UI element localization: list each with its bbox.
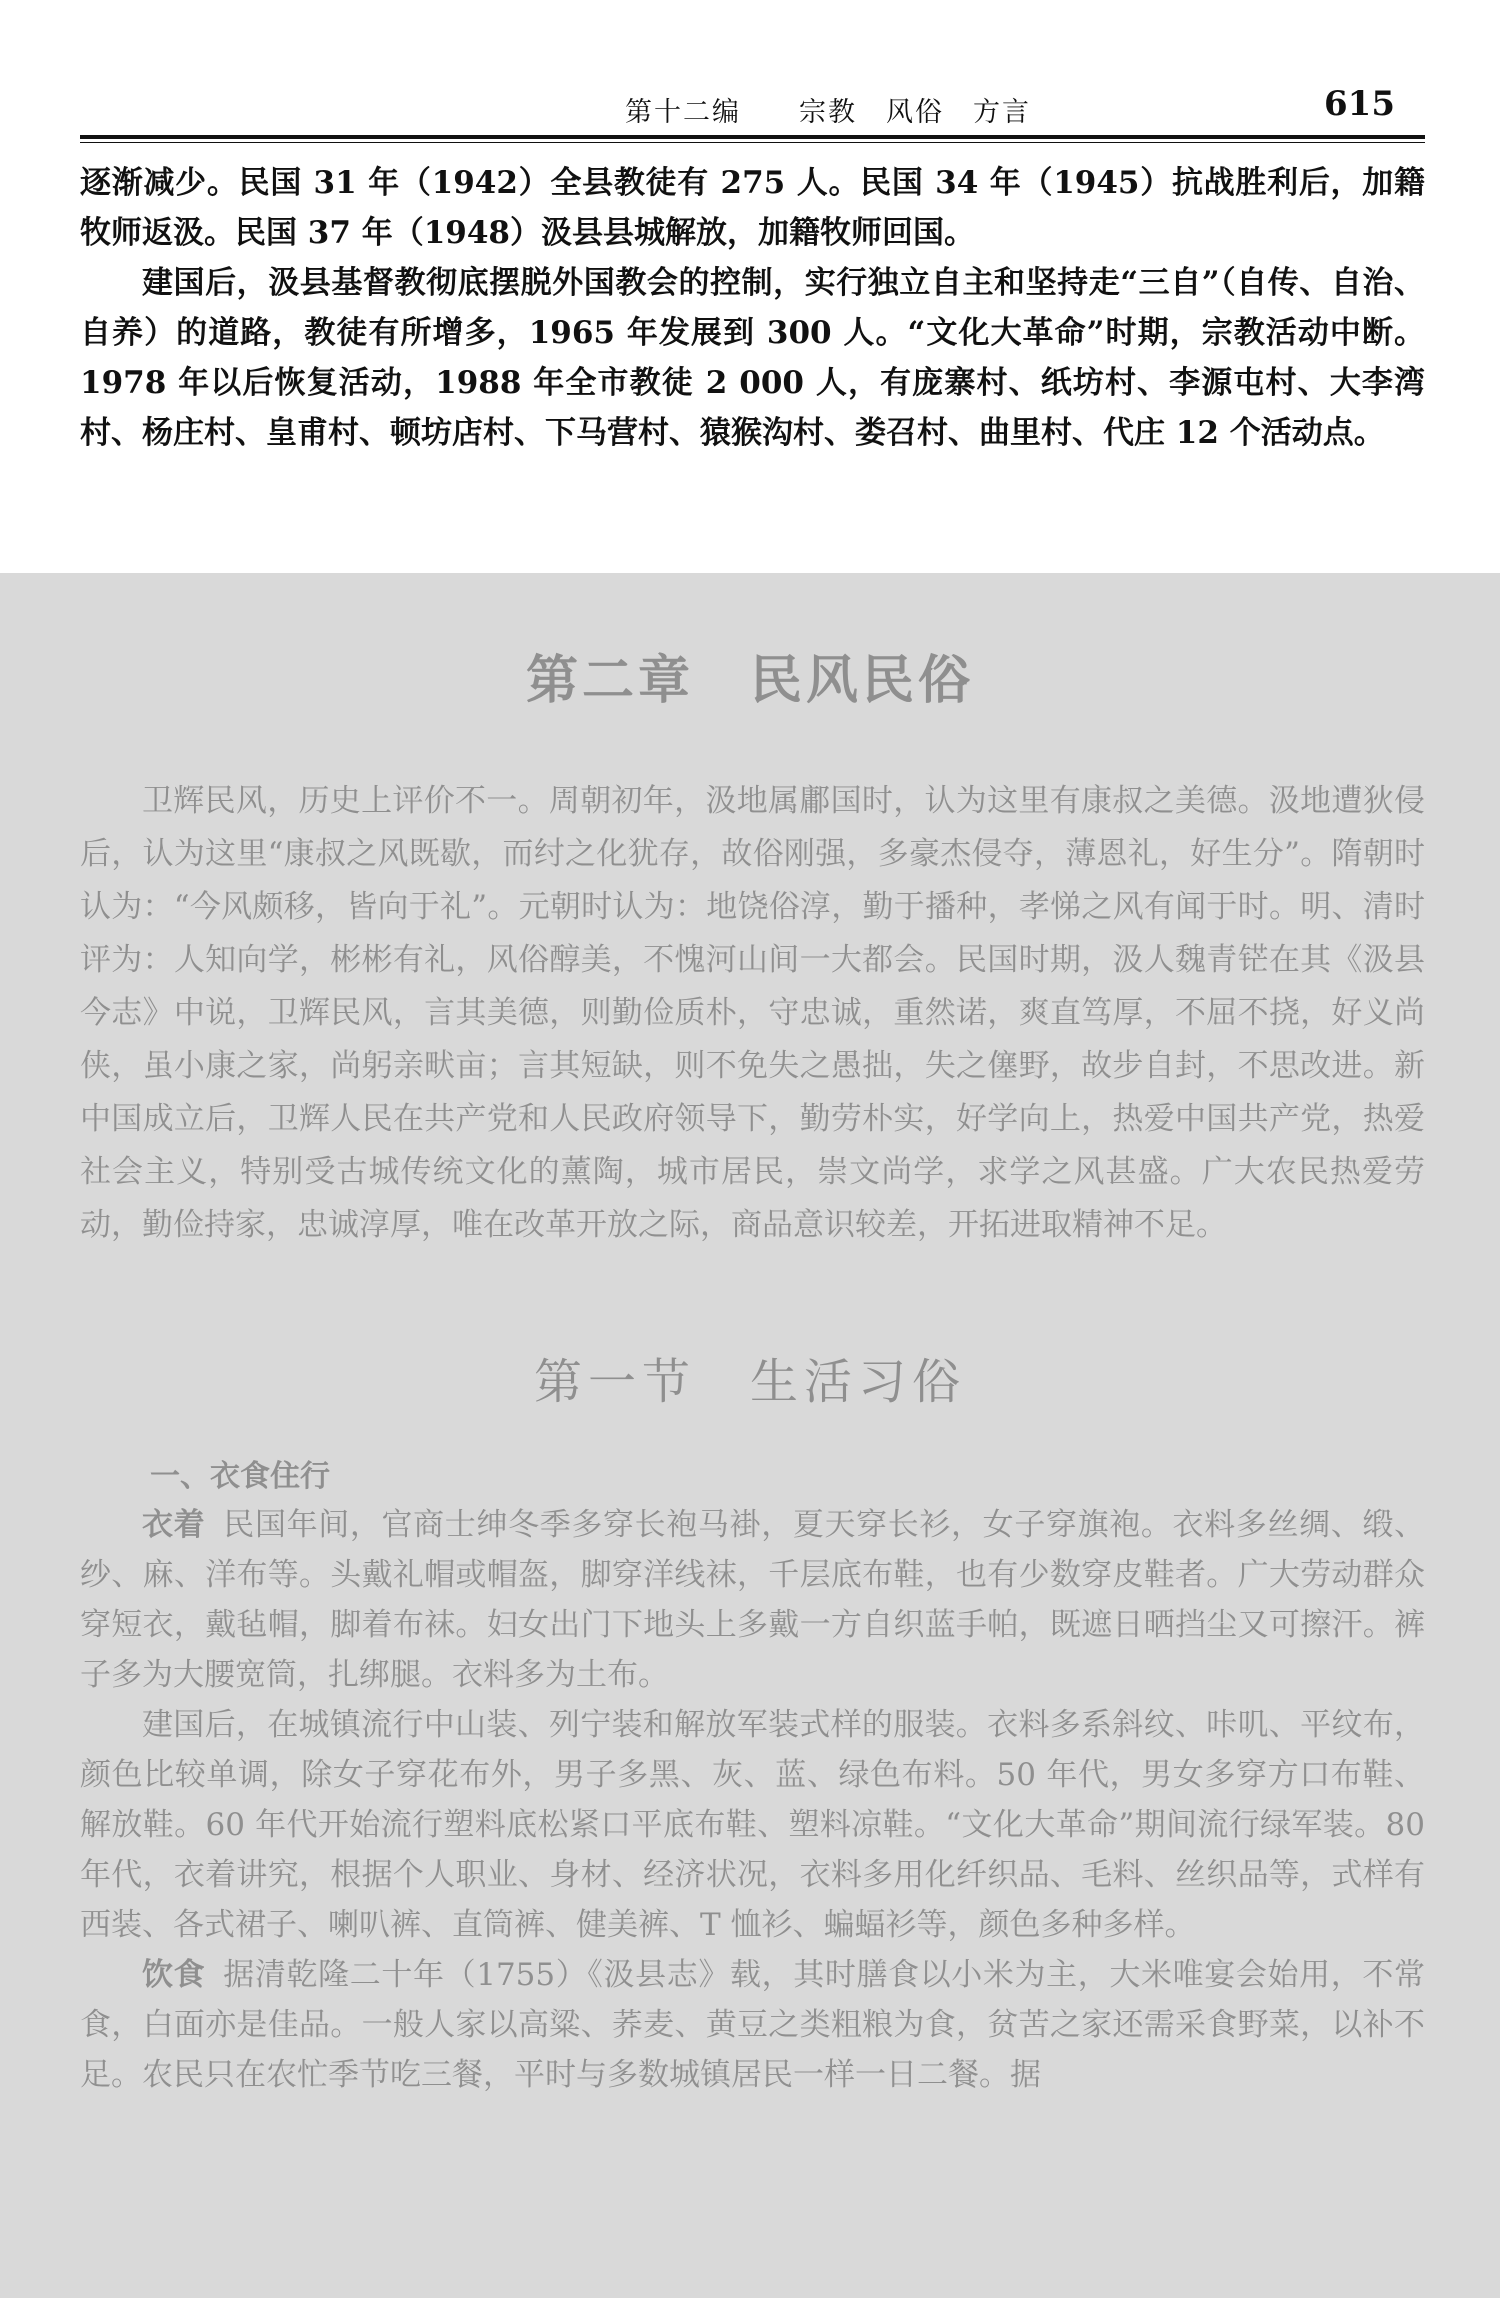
chapter-title: 第二章 民风民俗 xyxy=(525,650,974,711)
section-title: 第一节 生活习俗 xyxy=(533,1354,966,1410)
paragraph-clothing-after-1949 xyxy=(80,1700,1425,1950)
section-body xyxy=(80,1500,1425,2100)
paragraph-text: 据清乾隆二十年（1755）《汲县志》载，其时膳食以小米为主，大米唯宴会始用，不常食，白面亦是佳品。一般人家以高粱、荞麦、黄豆之类粗粮为食，贫苦之家还需采食野菜，以补不足。农民只在农忙季节吃三餐，平时与多数城镇居民一样一日二餐。据 xyxy=(80,1957,1426,2093)
header-rule-thick xyxy=(80,135,1425,139)
header-rule-thin xyxy=(80,142,1425,143)
paragraph-lead-clothing: 衣着 xyxy=(142,1507,206,1543)
chapter-intro-paragraph: 卫辉民风，历史上评价不一。周朝初年，汲地属鄘国时，认为这里有康叔之美德。汲地遭狄侵后，认为这里“康叔之风既歇，而纣之化犹存，故俗刚强，多豪杰侵夺，薄恩礼，好生分”。隋朝时认为：“今风颇移，皆向于礼”。元朝时认为：地饶俗淳，勤于播种，孝悌之风有闻于时。明、清时评为：人知向学，彬彬有礼，风俗醇美，不愧河山间一大都会。民国时期，汲人魏青铓在其《汲县今志》中说，卫辉民风，言其美德，则勤俭质朴，守忠诚，重然诺，爽直笃厚，不屈不挠，好义尚侠，虽小康之家，尚躬亲畎亩；言其短缺，则不免失之愚拙，失之僿野，故步自封，不思改进。新中国成立后，卫辉人民在共产党和人民政府领导下，勤劳朴实，好学向上，热爱中国共产党，热爱社会主义，特别受古城传统文化的薰陶，城市居民，崇文尚学，求学之风甚盛。广大农民热爱劳动，勤俭持家，忠诚淳厚，唯在改革开放之际，商品意识较差，开拓进取精神不足。 xyxy=(80,783,1425,1243)
page-number: 615 xyxy=(1324,84,1395,124)
running-header xyxy=(80,84,1425,134)
paragraph-text: 民国年间，官商士绅冬季多穿长袍马褂，夏天穿长衫，女子穿旗袍。衣料多丝绸、缎、纱、麻、洋布等。头戴礼帽或帽盔，脚穿洋线袜，千层底布鞋，也有少数穿皮鞋者。广大劳动群众穿短衣，戴毡帽，脚着布袜。妇女出门下地头上多戴一方自织蓝手帕，既遮日晒挡尘又可擦汗。裤子多为大腰宽筒，扎绑腿。衣料多为土布。 xyxy=(80,1507,1426,1693)
subheading: 一、衣食住行 xyxy=(150,1459,330,1494)
paragraph-clothing xyxy=(80,1500,1425,1700)
running-title: 第十二编 宗教 风俗 方言 xyxy=(625,97,1031,128)
paragraph-text: 建国后，在城镇流行中山装、列宁装和解放军装式样的服装。衣料多系斜纹、咔叽、平纹布，颜色比较单调，除女子穿花布外，男子多黑、灰、蓝、绿色布料。50 年代，男女多穿方口布鞋、解放鞋。60 年代开始流行塑料底松紧口平底布鞋、塑料凉鞋。“文化大革命”期间流行绿军装。80 年代，衣着讲究，根据个人职业、身材、经济状况，衣料多用化纤织品、毛料、丝织品等，式样有西装、各式裙子、喇叭裤、直筒裤、健美裤、T 恤衫、蝙蝠衫等，颜色多种多样。 xyxy=(80,1707,1425,1943)
continued-paragraph: 逐渐减少。民国 31 年（1942）全县教徒有 275 人。民国 34 年（1945）抗战胜利后，加籍牧师返汲。民国 37 年（1948）汲县县城解放，加籍牧师回国。 xyxy=(80,165,1425,251)
top-text-block xyxy=(80,158,1425,458)
paragraph-food xyxy=(80,1950,1425,2100)
paragraph-christianity-after-1949: 建国后，汲县基督教彻底摆脱外国教会的控制，实行独立自主和坚持走“三自”（自传、自治、自养）的道路，教徒有所增多，1965 年发展到 300 人。“文化大革命”时期，宗教活动中断。1978 年以后恢复活动，1988 年全市教徒 2 000 人，有庞寨村、纸坊村、李源屯村、大李湾村、杨庄村、皇甫村、顿坊店村、下马营村、猿猴沟村、娄召村、曲里村、代庄 12 个活动点。 xyxy=(80,265,1425,451)
paragraph-lead-food: 饮食 xyxy=(142,1957,206,1993)
